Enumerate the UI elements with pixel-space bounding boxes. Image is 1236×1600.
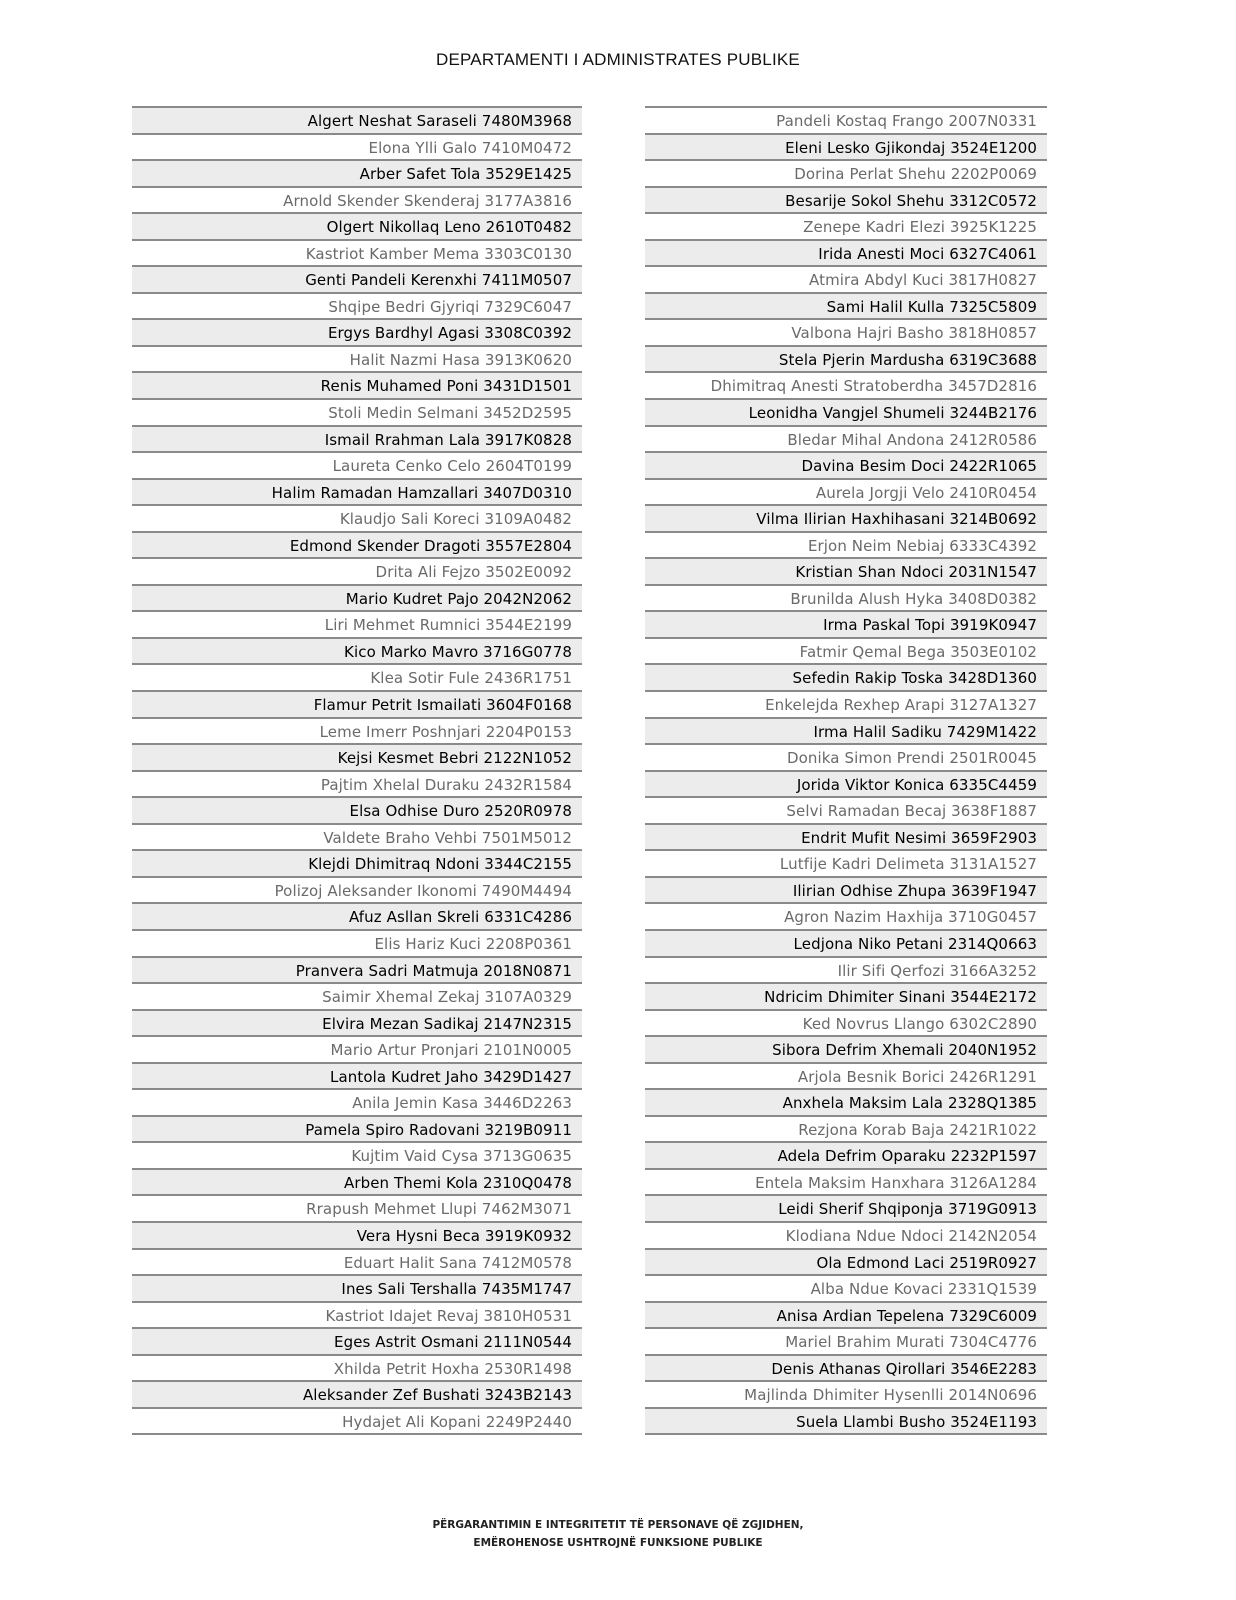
list-item: Irma Halil Sadiku 7429M1422 bbox=[645, 719, 1047, 746]
page-footer bbox=[0, 1516, 1236, 1552]
list-item: Vilma Ilirian Haxhihasani 3214B0692 bbox=[645, 506, 1047, 533]
list-item: Sami Halil Kulla 7325C5809 bbox=[645, 294, 1047, 321]
list-item: Entela Maksim Hanxhara 3126A1284 bbox=[645, 1170, 1047, 1197]
list-item: Agron Nazim Haxhija 3710G0457 bbox=[645, 904, 1047, 931]
list-item: Anisa Ardian Tepelena 7329C6009 bbox=[645, 1303, 1047, 1330]
list-item: Kastriot Kamber Mema 3303C0130 bbox=[132, 241, 582, 268]
list-item: Hydajet Ali Kopani 2249P2440 bbox=[132, 1409, 582, 1436]
list-item: Flamur Petrit Ismailati 3604F0168 bbox=[132, 692, 582, 719]
list-item: Klea Sotir Fule 2436R1751 bbox=[132, 665, 582, 692]
list-item: Arjola Besnik Borici 2426R1291 bbox=[645, 1064, 1047, 1091]
list-item: Selvi Ramadan Becaj 3638F1887 bbox=[645, 798, 1047, 825]
list-item: Stoli Medin Selmani 3452D2595 bbox=[132, 400, 582, 427]
list-item: Mario Kudret Pajo 2042N2062 bbox=[132, 586, 582, 613]
list-item: Eleni Lesko Gjikondaj 3524E1200 bbox=[645, 135, 1047, 162]
list-item: Olgert Nikollaq Leno 2610T0482 bbox=[132, 214, 582, 241]
list-item: Pranvera Sadri Matmuja 2018N0871 bbox=[132, 958, 582, 985]
list-item: Irma Paskal Topi 3919K0947 bbox=[645, 612, 1047, 639]
list-item: Zenepe Kadri Elezi 3925K1225 bbox=[645, 214, 1047, 241]
list-item: Davina Besim Doci 2422R1065 bbox=[645, 453, 1047, 480]
list-item: Sibora Defrim Xhemali 2040N1952 bbox=[645, 1037, 1047, 1064]
list-item: Algert Neshat Saraseli 7480M3968 bbox=[132, 108, 582, 135]
list-item: Dhimitraq Anesti Stratoberdha 3457D2816 bbox=[645, 373, 1047, 400]
list-item: Valbona Hajri Basho 3818H0857 bbox=[645, 320, 1047, 347]
list-item: Stela Pjerin Mardusha 6319C3688 bbox=[645, 347, 1047, 374]
list-item: Brunilda Alush Hyka 3408D0382 bbox=[645, 586, 1047, 613]
list-item: Halim Ramadan Hamzallari 3407D0310 bbox=[132, 480, 582, 507]
list-item: Alba Ndue Kovaci 2331Q1539 bbox=[645, 1276, 1047, 1303]
list-item: Halit Nazmi Hasa 3913K0620 bbox=[132, 347, 582, 374]
list-item: Valdete Braho Vehbi 7501M5012 bbox=[132, 825, 582, 852]
list-item: Kujtim Vaid Cysa 3713G0635 bbox=[132, 1143, 582, 1170]
list-item: Ergys Bardhyl Agasi 3308C0392 bbox=[132, 320, 582, 347]
list-item: Anila Jemin Kasa 3446D2263 bbox=[132, 1090, 582, 1117]
list-item: Klaudjo Sali Koreci 3109A0482 bbox=[132, 506, 582, 533]
list-item: Dorina Perlat Shehu 2202P0069 bbox=[645, 161, 1047, 188]
list-item: Renis Muhamed Poni 3431D1501 bbox=[132, 373, 582, 400]
list-item: Mario Artur Pronjari 2101N0005 bbox=[132, 1037, 582, 1064]
list-item: Aleksander Zef Bushati 3243B2143 bbox=[132, 1382, 582, 1409]
list-item: Kristian Shan Ndoci 2031N1547 bbox=[645, 559, 1047, 586]
footer-line-2: EMËROHENOSE USHTROJNË FUNKSIONE PUBLIKE bbox=[473, 1537, 763, 1549]
list-item: Lutfije Kadri Delimeta 3131A1527 bbox=[645, 851, 1047, 878]
list-item: Rezjona Korab Baja 2421R1022 bbox=[645, 1117, 1047, 1144]
list-item: Ndricim Dhimiter Sinani 3544E2172 bbox=[645, 984, 1047, 1011]
list-item: Edmond Skender Dragoti 3557E2804 bbox=[132, 533, 582, 560]
list-item: Ked Novrus Llango 6302C2890 bbox=[645, 1011, 1047, 1038]
list-item: Majlinda Dhimiter Hysenlli 2014N0696 bbox=[645, 1382, 1047, 1409]
list-item: Elsa Odhise Duro 2520R0978 bbox=[132, 798, 582, 825]
list-item: Sefedin Rakip Toska 3428D1360 bbox=[645, 665, 1047, 692]
list-item: Ilirian Odhise Zhupa 3639F1947 bbox=[645, 878, 1047, 905]
left-name-list bbox=[132, 106, 582, 1435]
list-item: Ines Sali Tershalla 7435M1747 bbox=[132, 1276, 582, 1303]
list-item: Genti Pandeli Kerenxhi 7411M0507 bbox=[132, 267, 582, 294]
list-item: Liri Mehmet Rumnici 3544E2199 bbox=[132, 612, 582, 639]
list-item: Polizoj Aleksander Ikonomi 7490M4494 bbox=[132, 878, 582, 905]
list-item: Ilir Sifi Qerfozi 3166A3252 bbox=[645, 958, 1047, 985]
list-item: Atmira Abdyl Kuci 3817H0827 bbox=[645, 267, 1047, 294]
list-item: Anxhela Maksim Lala 2328Q1385 bbox=[645, 1090, 1047, 1117]
list-item: Elvira Mezan Sadikaj 2147N2315 bbox=[132, 1011, 582, 1038]
list-item: Arber Safet Tola 3529E1425 bbox=[132, 161, 582, 188]
list-item: Arben Themi Kola 2310Q0478 bbox=[132, 1170, 582, 1197]
list-item: Rrapush Mehmet Llupi 7462M3071 bbox=[132, 1196, 582, 1223]
list-item: Leidi Sherif Shqiponja 3719G0913 bbox=[645, 1196, 1047, 1223]
list-item: Klejdi Dhimitraq Ndoni 3344C2155 bbox=[132, 851, 582, 878]
list-item: Leme Imerr Poshnjari 2204P0153 bbox=[132, 719, 582, 746]
list-item: Ismail Rrahman Lala 3917K0828 bbox=[132, 427, 582, 454]
page-title: DEPARTAMENTI I ADMINISTRATES PUBLIKE bbox=[436, 50, 800, 69]
list-item: Elis Hariz Kuci 2208P0361 bbox=[132, 931, 582, 958]
list-item: Suela Llambi Busho 3524E1193 bbox=[645, 1409, 1047, 1436]
list-item: Enkelejda Rexhep Arapi 3127A1327 bbox=[645, 692, 1047, 719]
list-item: Fatmir Qemal Bega 3503E0102 bbox=[645, 639, 1047, 666]
list-item: Klodiana Ndue Ndoci 2142N2054 bbox=[645, 1223, 1047, 1250]
list-item: Irida Anesti Moci 6327C4061 bbox=[645, 241, 1047, 268]
list-item: Besarije Sokol Shehu 3312C0572 bbox=[645, 188, 1047, 215]
list-item: Pandeli Kostaq Frango 2007N0331 bbox=[645, 108, 1047, 135]
list-item: Donika Simon Prendi 2501R0045 bbox=[645, 745, 1047, 772]
list-item: Ledjona Niko Petani 2314Q0663 bbox=[645, 931, 1047, 958]
list-item: Aurela Jorgji Velo 2410R0454 bbox=[645, 480, 1047, 507]
list-item: Denis Athanas Qirollari 3546E2283 bbox=[645, 1356, 1047, 1383]
list-item: Pajtim Xhelal Duraku 2432R1584 bbox=[132, 772, 582, 799]
list-item: Shqipe Bedri Gjyriqi 7329C6047 bbox=[132, 294, 582, 321]
list-item: Eges Astrit Osmani 2111N0544 bbox=[132, 1329, 582, 1356]
list-item: Adela Defrim Oparaku 2232P1597 bbox=[645, 1143, 1047, 1170]
list-item: Jorida Viktor Konica 6335C4459 bbox=[645, 772, 1047, 799]
list-item: Vera Hysni Beca 3919K0932 bbox=[132, 1223, 582, 1250]
list-item: Arnold Skender Skenderaj 3177A3816 bbox=[132, 188, 582, 215]
list-item: Laureta Cenko Celo 2604T0199 bbox=[132, 453, 582, 480]
right-name-list bbox=[645, 106, 1047, 1435]
list-item: Lantola Kudret Jaho 3429D1427 bbox=[132, 1064, 582, 1091]
list-item: Erjon Neim Nebiaj 6333C4392 bbox=[645, 533, 1047, 560]
list-item: Xhilda Petrit Hoxha 2530R1498 bbox=[132, 1356, 582, 1383]
list-item: Mariel Brahim Murati 7304C4776 bbox=[645, 1329, 1047, 1356]
list-item: Endrit Mufit Nesimi 3659F2903 bbox=[645, 825, 1047, 852]
list-item: Leonidha Vangjel Shumeli 3244B2176 bbox=[645, 400, 1047, 427]
list-item: Ola Edmond Laci 2519R0927 bbox=[645, 1250, 1047, 1277]
list-item: Saimir Xhemal Zekaj 3107A0329 bbox=[132, 984, 582, 1011]
footer-line-1: PËRGARANTIMIN E INTEGRITETIT TË PERSONAVE QË ZGJIDHEN, bbox=[432, 1519, 804, 1531]
list-item: Kico Marko Mavro 3716G0778 bbox=[132, 639, 582, 666]
list-item: Eduart Halit Sana 7412M0578 bbox=[132, 1250, 582, 1277]
list-item: Afuz Asllan Skreli 6331C4286 bbox=[132, 904, 582, 931]
list-item: Drita Ali Fejzo 3502E0092 bbox=[132, 559, 582, 586]
list-item: Pamela Spiro Radovani 3219B0911 bbox=[132, 1117, 582, 1144]
list-item: Elona Ylli Galo 7410M0472 bbox=[132, 135, 582, 162]
list-item: Bledar Mihal Andona 2412R0586 bbox=[645, 427, 1047, 454]
list-item: Kejsi Kesmet Bebri 2122N1052 bbox=[132, 745, 582, 772]
list-item: Kastriot Idajet Revaj 3810H0531 bbox=[132, 1303, 582, 1330]
